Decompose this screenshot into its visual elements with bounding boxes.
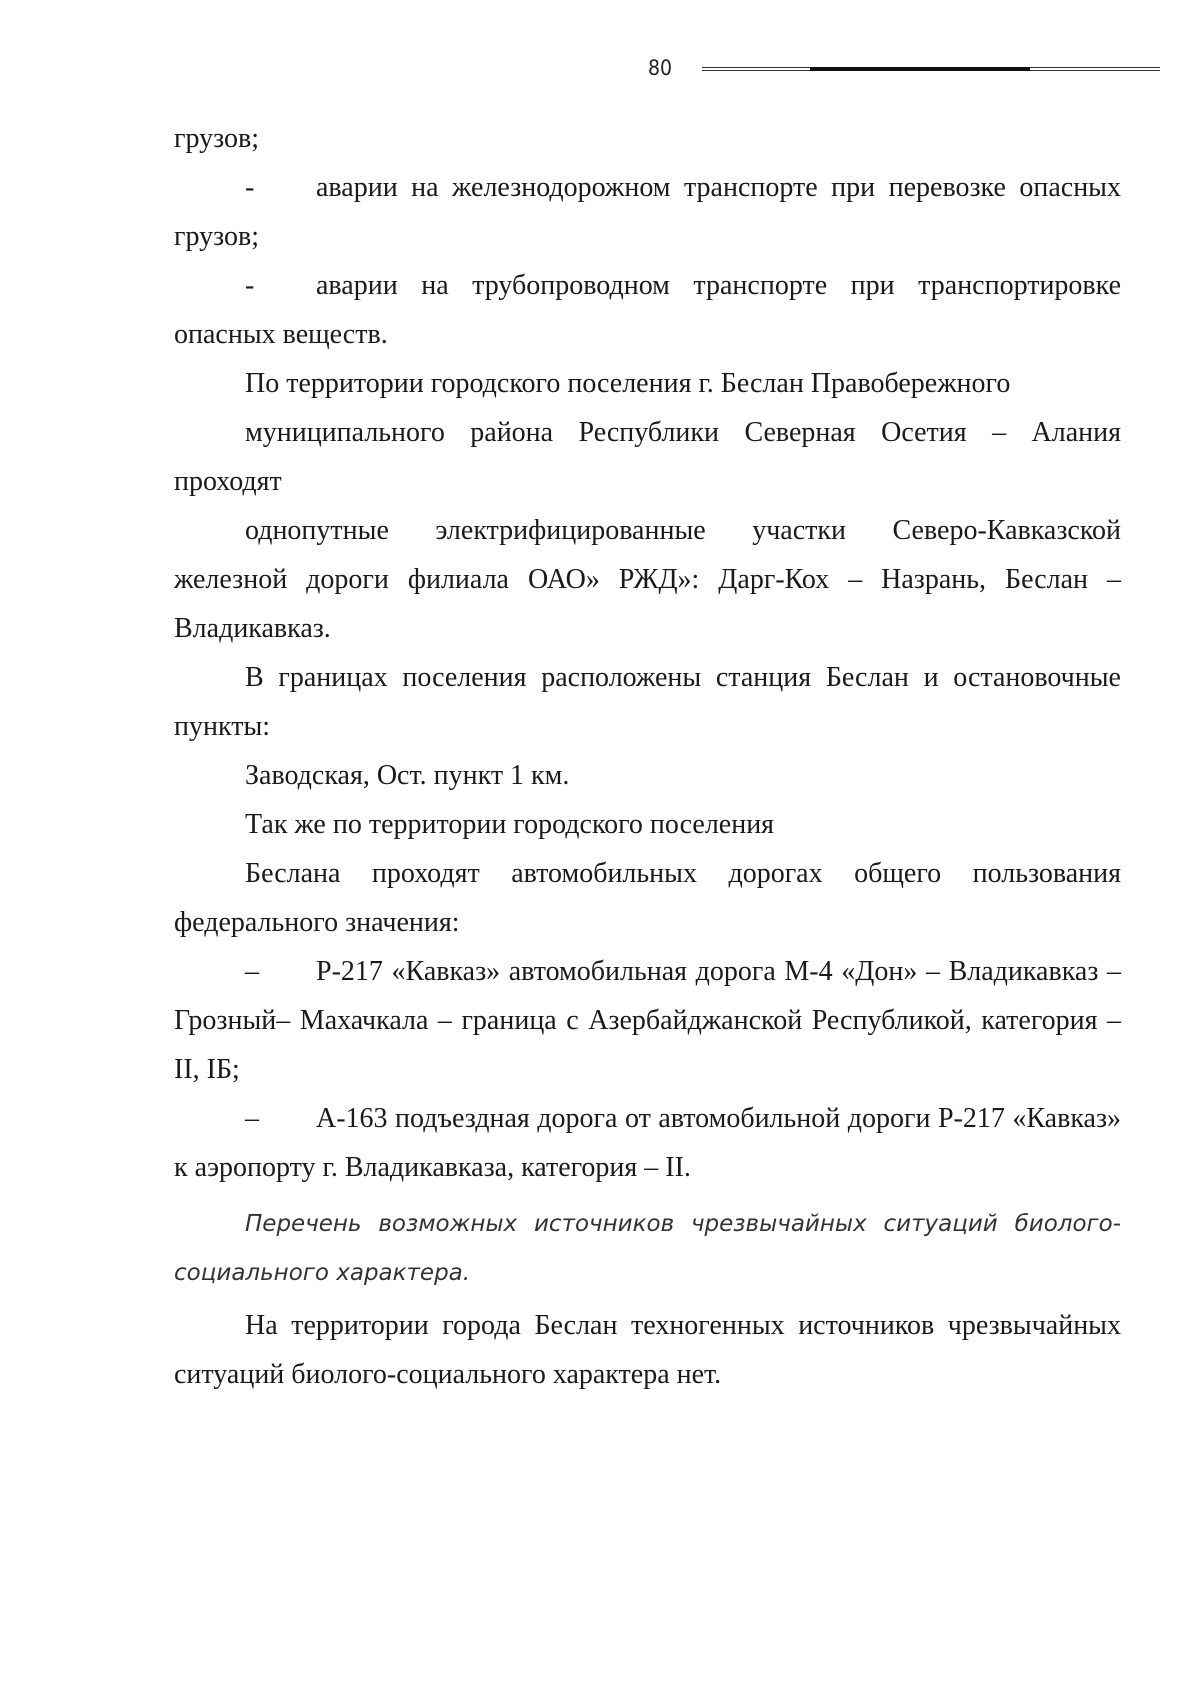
paragraph-federal-roads: Беслана проходят автомобильных дорогах общего пользования федерального значения: xyxy=(174,858,1121,938)
paragraph-stops: Заводская, Ост. пункт 1 км. xyxy=(245,760,570,791)
list-dash: – xyxy=(245,956,259,987)
paragraph-district: муниципального района Республики Северная Осетия – Алания проходят xyxy=(174,417,1121,497)
list-item-text: аварии на железнодорожном транспорте при перевозке опасных грузов; xyxy=(174,172,1121,252)
list-item-road-r217 xyxy=(174,947,1121,1094)
paragraph-railway-sections: однопутные электрифицированные участки Северо-Кавказской железной дороги филиала ОАО» РЖД»: Дарг-Кох – Назрань, Беслан – Владикавказ. xyxy=(174,515,1121,644)
paragraph-territory: По территории городского поселения г. Беслан Правобережного xyxy=(245,368,1011,399)
section-heading-bio-social: Перечень возможных источников чрезвычайных ситуаций биолого-социального характера. xyxy=(174,1211,1121,1286)
list-dash: - xyxy=(245,172,255,203)
list-item-road-a163 xyxy=(174,1094,1121,1192)
list-dash: – xyxy=(245,1103,259,1134)
list-item-text: Р-217 «Кавказ» автомобильная дорога М-4 «Дон» – Владикавказ – Грозный– Махачкала – граница с Азербайджанской Республикой, категория – II, IБ; xyxy=(174,956,1121,1085)
paragraph-stations: В границах поселения расположены станция Беслан и остановочные пункты: xyxy=(174,662,1121,742)
list-item-text: А-163 подъездная дорога от автомобильной дороги Р-217 «Кавказ» к аэропорту г. Владикавказа, категория – II. xyxy=(174,1103,1121,1183)
list-item-text: аварии на трубопроводном транспорте при транспортировке опасных веществ. xyxy=(174,270,1121,350)
paragraph-also: Так же по территории городского поселения xyxy=(245,809,775,840)
list-item-pipeline-accidents xyxy=(174,261,1121,359)
page-header xyxy=(0,0,1200,100)
page-number: 80 xyxy=(647,56,673,80)
paragraph-bio-social-none: На территории города Беслан техногенных источников чрезвычайных ситуаций биолого-социального характера нет. xyxy=(174,1310,1121,1390)
document-body xyxy=(174,114,1121,1399)
list-item-rail-accidents xyxy=(174,163,1121,261)
list-dash: - xyxy=(245,270,255,301)
header-rule-accent xyxy=(810,67,1030,71)
paragraph-cargo: грузов; xyxy=(174,123,260,154)
